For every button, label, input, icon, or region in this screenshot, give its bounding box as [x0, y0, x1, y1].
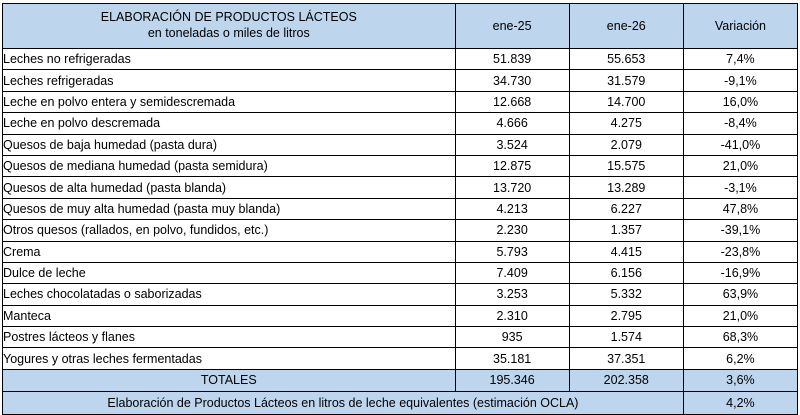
- row-concept: Manteca: [3, 305, 456, 326]
- row-value-period-1: 3.253: [455, 284, 569, 305]
- totals-row: [3, 369, 798, 391]
- row-variation: 7,4%: [683, 49, 797, 70]
- row-concept: Quesos de baja humedad (pasta dura): [3, 134, 456, 155]
- row-value-period-2: 14.700: [569, 91, 683, 112]
- row-value-period-1: 12.668: [455, 91, 569, 112]
- milk-equivalent-variation: 4,2%: [683, 391, 797, 414]
- row-variation: 47,8%: [683, 198, 797, 219]
- table-body: [3, 49, 798, 370]
- table-row: [3, 70, 798, 91]
- row-value-period-1: 51.839: [455, 49, 569, 70]
- row-variation: -9,1%: [683, 70, 797, 91]
- header-period-2: ene-26: [569, 4, 683, 49]
- header-row: [3, 4, 798, 49]
- row-concept: Leches chocolatadas o saborizadas: [3, 284, 456, 305]
- header-variation: Variación: [683, 4, 797, 49]
- row-value-period-1: 7.409: [455, 262, 569, 283]
- row-concept: Dulce de leche: [3, 262, 456, 283]
- row-concept: Quesos de alta humedad (pasta blanda): [3, 177, 456, 198]
- dairy-production-table: [2, 3, 798, 415]
- totals-label: TOTALES: [3, 369, 456, 391]
- row-variation: 68,3%: [683, 327, 797, 348]
- table-header: [3, 4, 798, 49]
- row-value-period-2: 31.579: [569, 70, 683, 91]
- row-value-period-2: 5.332: [569, 284, 683, 305]
- totals-value-period-2: 202.358: [569, 369, 683, 391]
- row-value-period-1: 4.666: [455, 113, 569, 134]
- header-title-line1: ELABORACIÓN DE PRODUCTOS LÁCTEOS: [100, 10, 357, 25]
- row-value-period-2: 37.351: [569, 348, 683, 369]
- row-variation: -16,9%: [683, 262, 797, 283]
- row-concept: Leches no refrigeradas: [3, 49, 456, 70]
- row-value-period-2: 6.156: [569, 262, 683, 283]
- row-concept: Otros quesos (rallados, en polvo, fundidos, etc.): [3, 220, 456, 241]
- totals-variation: 3,6%: [683, 369, 797, 391]
- table-row: [3, 49, 798, 70]
- table-row: [3, 327, 798, 348]
- row-value-period-2: 1.357: [569, 220, 683, 241]
- row-value-period-1: 2.310: [455, 305, 569, 326]
- row-variation: -8,4%: [683, 113, 797, 134]
- row-value-period-1: 35.181: [455, 348, 569, 369]
- row-concept: Leche en polvo entera y semidescremada: [3, 91, 456, 112]
- row-variation: -39,1%: [683, 220, 797, 241]
- row-concept: Postres lácteos y flanes: [3, 327, 456, 348]
- table-row: [3, 305, 798, 326]
- row-variation: -23,8%: [683, 241, 797, 262]
- row-value-period-2: 4.275: [569, 113, 683, 134]
- row-value-period-1: 12.875: [455, 155, 569, 176]
- table-row: [3, 241, 798, 262]
- row-value-period-1: 5.793: [455, 241, 569, 262]
- row-value-period-2: 15.575: [569, 155, 683, 176]
- table-row: [3, 284, 798, 305]
- row-value-period-1: 935: [455, 327, 569, 348]
- row-variation: 21,0%: [683, 305, 797, 326]
- table-row: [3, 220, 798, 241]
- row-concept: Yogures y otras leches fermentadas: [3, 348, 456, 369]
- table-footer: [3, 369, 798, 414]
- header-title-cell: [3, 4, 456, 49]
- header-title-line2: en toneladas o miles de litros: [147, 26, 310, 40]
- table-row: [3, 177, 798, 198]
- row-concept: Crema: [3, 241, 456, 262]
- table-row: [3, 155, 798, 176]
- row-value-period-1: 3.524: [455, 134, 569, 155]
- row-variation: -3,1%: [683, 177, 797, 198]
- row-concept: Leche en polvo descremada: [3, 113, 456, 134]
- row-value-period-2: 2.079: [569, 134, 683, 155]
- milk-equivalent-row: [3, 391, 798, 414]
- header-period-1: ene-25: [455, 4, 569, 49]
- row-concept: Quesos de mediana humedad (pasta semidura): [3, 155, 456, 176]
- table-row: [3, 113, 798, 134]
- row-value-period-2: 6.227: [569, 198, 683, 219]
- row-value-period-1: 2.230: [455, 220, 569, 241]
- milk-equivalent-note: Elaboración de Productos Lácteos en litros de leche equivalentes (estimación OCLA): [3, 391, 684, 414]
- row-variation: 63,9%: [683, 284, 797, 305]
- table-row: [3, 262, 798, 283]
- row-variation: 6,2%: [683, 348, 797, 369]
- row-value-period-2: 13.289: [569, 177, 683, 198]
- row-value-period-2: 55.653: [569, 49, 683, 70]
- row-value-period-2: 2.795: [569, 305, 683, 326]
- table-row: [3, 134, 798, 155]
- table-row: [3, 91, 798, 112]
- row-concept: Leches refrigeradas: [3, 70, 456, 91]
- row-variation: 21,0%: [683, 155, 797, 176]
- row-value-period-1: 34.730: [455, 70, 569, 91]
- row-variation: -41,0%: [683, 134, 797, 155]
- row-value-period-1: 4.213: [455, 198, 569, 219]
- table-row: [3, 348, 798, 369]
- totals-value-period-1: 195.346: [455, 369, 569, 391]
- row-variation: 16,0%: [683, 91, 797, 112]
- row-value-period-1: 13.720: [455, 177, 569, 198]
- row-value-period-2: 1.574: [569, 327, 683, 348]
- row-value-period-2: 4.415: [569, 241, 683, 262]
- table-row: [3, 198, 798, 219]
- row-concept: Quesos de muy alta humedad (pasta muy blanda): [3, 198, 456, 219]
